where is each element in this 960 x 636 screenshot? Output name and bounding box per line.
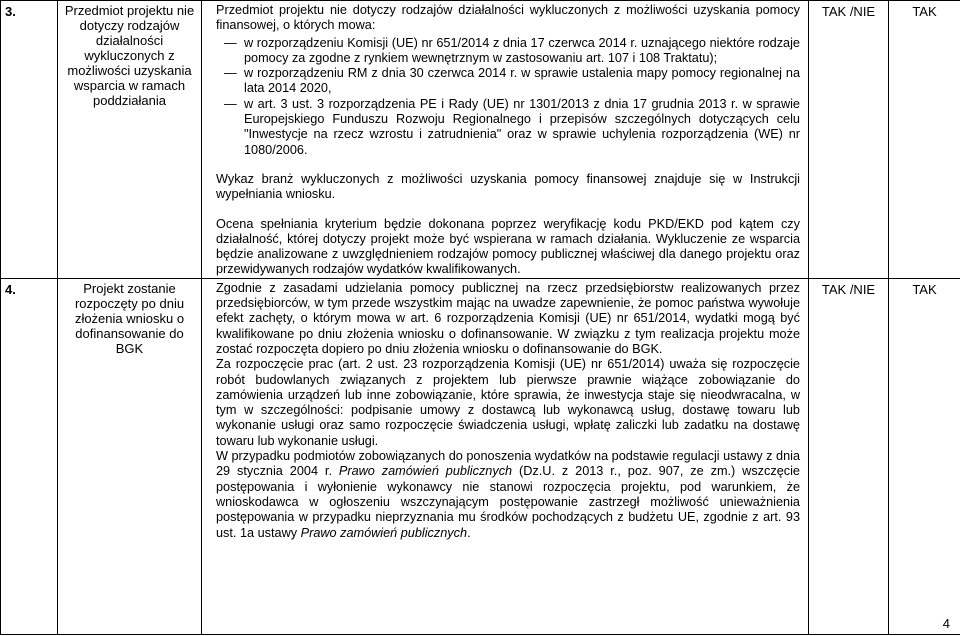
text-span: (Dz.U. z 2013 r., poz. 907, ze zm.) wszczęcie postępowania i wyłonienie wykonawcy nie stanowi rozpoczęcia projektu, pod warunkiem, że wnioskodawca w ogłoszeniu wszczynającym postępowanie zastrzegł możliwość unieważnienia postępowania w przypadku nieprzyznania mu środków pochodzących z budżetu UE, zgodnie z art. 93 ust. 1a ustawy — [216, 464, 800, 540]
list-item: — w rozporządzeniu Komisji (UE) nr 651/2014 z dnia 17 czerwca 2014 r. uznającego niektóre rodzaje pomocy za zgodne z rynkiem wewnętrznym w zastosowaniu art. 107 i 108 Traktatu); — [216, 36, 800, 67]
criterion-description — [202, 1, 809, 279]
italic-title: Prawo zamówień publicznych — [338, 464, 513, 479]
description-paragraph — [216, 449, 800, 541]
eval-column: TAK /NIE — [809, 1, 889, 279]
description-paragraph: Zgodnie z zasadami udzielania pomocy publicznej na rzecz przedsiębiorstw realizowanych przez przedsiębiorców, w tym przede wszystkim mając na uwadze zapewnienie, że pomoc państwa wywołuje efekt zachęty, o którym mowa w art. 6 rozporządzenia Komisji (UE) nr 651/2014, wydatki mogą być kwalifikowane po dniu złożenia wniosku o dofinansowanie. W związku z tym realizacja projektu może zostać rozpoczęta dopiero po dniu złożenia wniosku o dofinansowanie do BGK. — [216, 280, 800, 356]
description-note: Wykaz branż wykluczonych z możliwości uzyskania pomocy finansowej znajduje się w Instrukcji wypełniania wniosku. — [216, 171, 800, 202]
text-span: . — [467, 525, 471, 540]
row-number: 4. — [1, 278, 58, 634]
page-number: 4 — [942, 616, 950, 631]
criterion-description — [202, 278, 809, 634]
text-span: W przypadku podmiotów zobowiązanych do ponoszenia wydatków na podstawie regulacji ustawy z dnia 29 stycznia 2004 r. — [216, 449, 800, 479]
list-item: — w rozporządzeniu RM z dnia 30 czerwca 2014 r. w sprawie ustalenia mapy pomocy regionalnej na lata 2014 2020, — [216, 66, 800, 97]
regulation-list — [216, 36, 800, 158]
eval-column-2: TAK — [889, 1, 960, 279]
table-row — [1, 278, 960, 634]
table-row — [1, 1, 960, 279]
criterion-name — [58, 1, 202, 279]
eval-column-2: TAK — [889, 278, 960, 634]
row-number: 3. — [1, 1, 58, 279]
criterion-text: Przedmiot projektu nie dotyczy rodzajów działalności wykluczonych z możliwości uzyskania wsparcia w ramach poddziałania — [64, 3, 195, 108]
description-intro: Przedmiot projektu nie dotyczy rodzajów działalności wykluczonych z możliwości uzyskania pomocy finansowej, o których mowa: — [216, 3, 800, 33]
eval-column: TAK /NIE — [809, 278, 889, 634]
criterion-name — [58, 278, 202, 634]
description-paragraph: Za rozpoczęcie prac (art. 2 ust. 23 rozporządzenia Komisji (UE) nr 651/2014) uważa się rozpoczęcie robót budowlanych związanych z projektem lub pierwsze prawnie wiążące zobowiązanie do zamówienia urządzeń lub inne zobowiązanie, które sprawia, że inwestycja staje się nieodwracalna, w tym w szczególności: podpisanie umowy z dostawcą lub wykonawcą usług, dostawę towaru lub wykonanie usługi oraz samo rozpoczęcie świadczenia usługi, wpłatę zaliczki lub zadatku na dostawę towaru lub wykonanie usługi. — [216, 357, 800, 448]
criterion-text: Projekt zostanie rozpoczęty po dniu złożenia wniosku o dofinansowanie do BGK — [74, 280, 185, 356]
description-paragraph: Ocena spełniania kryterium będzie dokonana poprzez weryfikację kodu PKD/EKD pod kątem czy działalność, której dotyczy projekt może być wspierana w ramach działania. Wykluczenie ze wsparcia będzie analizowane z uwzględnieniem rodzajów pomocy publicznej właściwej dla danego projektu oraz przewidywanych rodzajów wydatków kwalifikowanych. — [216, 216, 800, 277]
list-item: — w art. 3 ust. 3 rozporządzenia PE i Rady (UE) nr 1301/2013 z dnia 17 grudnia 2013 r. w sprawie Europejskiego Funduszu Rozwoju Regionalnego i przepisów szczególnych dotyczących celu "Inwestycje na rzecz wzrostu i zatrudnienia" oraz w sprawie uchylenia rozporządzenia (WE) nr 1080/2006. — [216, 97, 800, 158]
italic-title: Prawo zamówień publicznych — [300, 525, 468, 540]
